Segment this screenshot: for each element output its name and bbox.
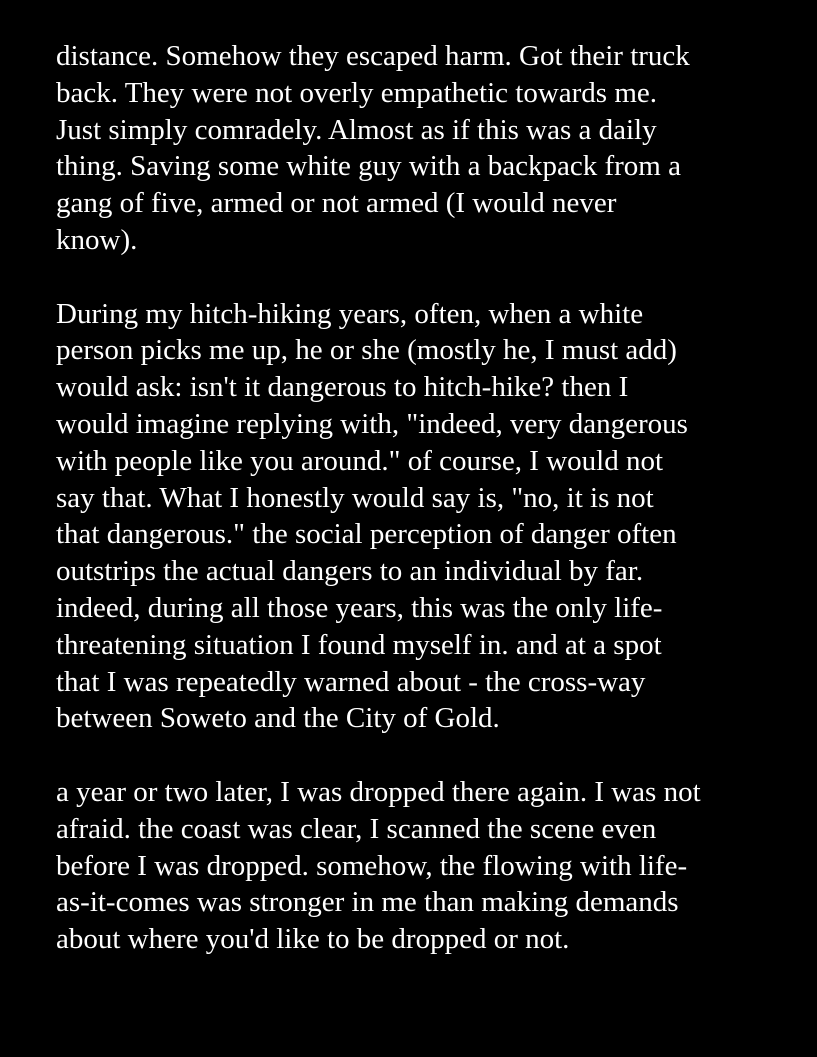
text-line: about where you'd like to be dropped or not. — [56, 923, 570, 956]
text-line: say that. What I honestly would say is, "no, it is not — [56, 481, 654, 514]
text-line: a year or two later, I was dropped there again. I was not — [56, 775, 701, 808]
text-line: thing. Saving some white guy with a backpack from a — [56, 150, 681, 183]
text-line: back. They were not overly empathetic towards me. — [56, 76, 657, 109]
text-line: would imagine replying with, "indeed, very dangerous — [56, 407, 688, 440]
text-line: with people like you around." of course, I would not — [56, 444, 664, 477]
text-line: outstrips the actual dangers to an individual by far. — [56, 555, 644, 588]
text-line: During my hitch-hiking years, often, when a white — [56, 297, 644, 330]
paragraph-3 — [56, 774, 796, 958]
text-line: between Soweto and the City of Gold. — [56, 702, 500, 735]
paragraph-2 — [56, 296, 796, 738]
paragraph-1 — [56, 38, 796, 259]
text-line: Just simply comradely. Almost as if this was a daily — [56, 113, 657, 146]
text-line: before I was dropped. somehow, the flowing with life- — [56, 849, 688, 882]
text-line: person picks me up, he or she (mostly he, I must add) — [56, 334, 677, 367]
text-line: as-it-comes was stronger in me than making demands — [56, 886, 679, 919]
text-line: would ask: isn't it dangerous to hitch-hike? then I — [56, 371, 629, 404]
text-line: afraid. the coast was clear, I scanned the scene even — [56, 812, 657, 845]
text-line: that I was repeatedly warned about - the cross-way — [56, 665, 646, 698]
text-line: indeed, during all those years, this was the only life- — [56, 591, 663, 624]
text-line: threatening situation I found myself in. and at a spot — [56, 628, 662, 661]
text-line: distance. Somehow they escaped harm. Got their truck — [56, 40, 690, 72]
text-line: know). — [56, 223, 138, 256]
document-page — [56, 38, 796, 995]
text-line: gang of five, armed or not armed (I would never — [56, 187, 617, 220]
text-line: that dangerous." the social perception of danger often — [56, 518, 677, 551]
